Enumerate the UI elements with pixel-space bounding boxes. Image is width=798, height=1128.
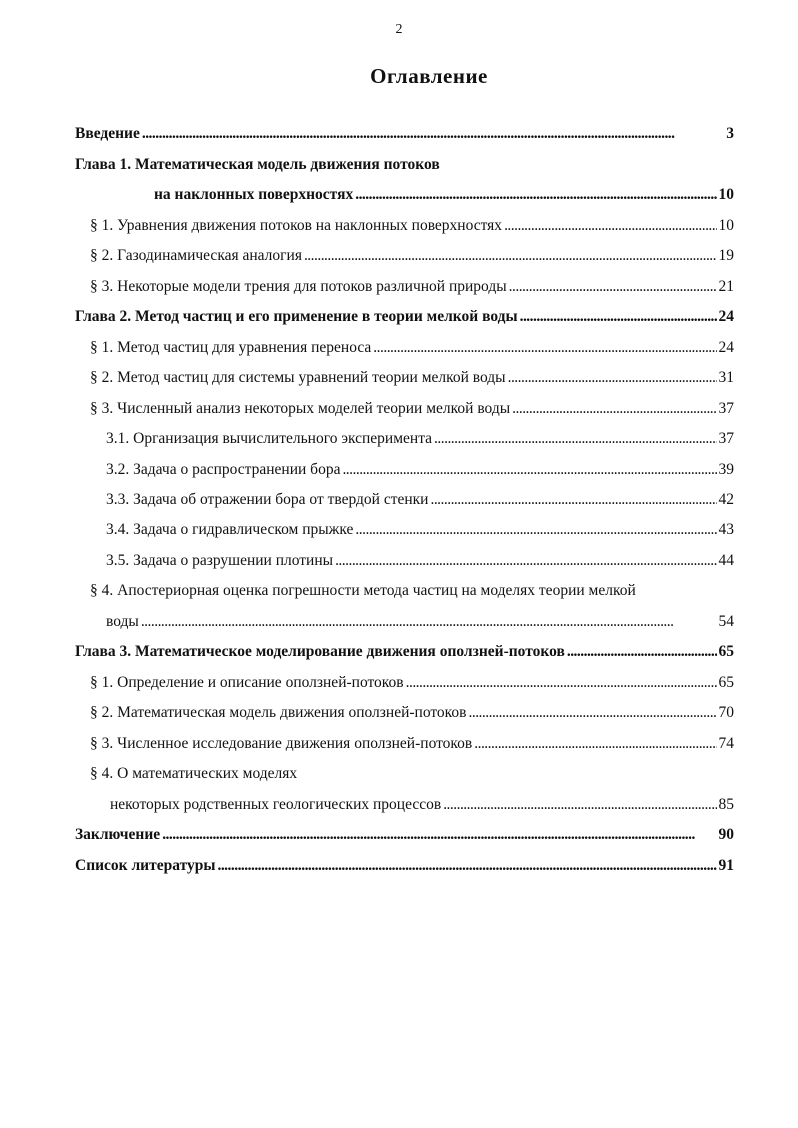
toc-leader-dots bbox=[141, 612, 717, 632]
toc-leader-dots bbox=[162, 825, 716, 845]
toc-entry-page: 24 bbox=[718, 308, 734, 325]
toc-entry-label: 3.3. Задача об отражении бора от твердой стенки bbox=[106, 491, 429, 508]
toc-leader-dots bbox=[504, 216, 716, 236]
toc-entry-label: Глава 2. Метод частиц и его применение в теории мелкой воды bbox=[75, 308, 518, 325]
toc-entry-page: 37 bbox=[718, 430, 734, 447]
toc-entry-page: 43 bbox=[718, 521, 734, 538]
toc-leader-dots bbox=[142, 124, 724, 144]
toc-entry-page: 37 bbox=[718, 400, 734, 417]
toc-entry-page: 65 bbox=[718, 643, 734, 660]
toc-entry-label: § 1. Уравнения движения потоков на наклонных поверхностях bbox=[90, 217, 503, 234]
toc-entry-page: 54 bbox=[718, 613, 734, 630]
toc-leader-dots bbox=[430, 490, 716, 510]
toc-entry-ch1-s1[interactable] bbox=[90, 216, 734, 236]
toc-entry-page: 74 bbox=[718, 735, 734, 752]
toc-leader-dots bbox=[342, 460, 716, 480]
toc-entry-ch3-s2[interactable] bbox=[90, 703, 734, 723]
toc-entry-chapter-1[interactable]: Глава 1. Математическая модель движения потоков bbox=[75, 156, 440, 173]
toc-entry-label: 3.2. Задача о распространении бора bbox=[106, 461, 341, 478]
toc-entry-label: на наклонных поверхностях bbox=[154, 186, 354, 203]
toc-entry-label: Введение bbox=[75, 125, 140, 142]
toc-entry-label: Глава 3. Математическое моделирование движения оползней-потоков bbox=[75, 643, 565, 660]
toc-entry-label: воды bbox=[106, 613, 139, 630]
toc-entry-introduction[interactable] bbox=[75, 124, 734, 144]
toc-entry-page: 10 bbox=[718, 217, 734, 234]
toc-leader-dots bbox=[355, 520, 716, 540]
toc-entry-conclusion[interactable] bbox=[75, 825, 734, 845]
toc-entry-page: 91 bbox=[718, 857, 734, 874]
toc-entry-ch1-s3[interactable] bbox=[90, 277, 734, 297]
toc-entry-page: 10 bbox=[718, 186, 734, 203]
toc-entry-page: 19 bbox=[718, 247, 734, 264]
page-title: Оглавление bbox=[370, 64, 488, 88]
toc-entry-ch2-s2[interactable] bbox=[90, 368, 734, 388]
toc-entry-label: 3.5. Задача о разрушении плотины bbox=[106, 552, 334, 569]
toc-entry-label: Список литературы bbox=[75, 857, 216, 874]
toc-entry-ch2-s1[interactable] bbox=[90, 338, 734, 358]
toc-entry-label: Заключение bbox=[75, 826, 161, 843]
toc-entry-page: 70 bbox=[718, 704, 734, 721]
toc-entry-page: 90 bbox=[718, 826, 734, 843]
toc-entry-page: 24 bbox=[718, 339, 734, 356]
toc-entry-page: 31 bbox=[718, 369, 734, 386]
toc-leader-dots bbox=[355, 185, 716, 205]
toc-entry-ch2-s4-cont[interactable] bbox=[106, 612, 734, 632]
toc-entry-page: 21 bbox=[718, 278, 734, 295]
toc-entry-label: 3.4. Задача о гидравлическом прыжке bbox=[106, 521, 354, 538]
toc-entry-ch2-s3-2[interactable] bbox=[106, 460, 734, 480]
toc-entry-page: 85 bbox=[718, 796, 734, 813]
toc-entry-page: 39 bbox=[718, 461, 734, 478]
toc-leader-dots bbox=[406, 673, 717, 693]
toc-entry-ch2-s3-4[interactable] bbox=[106, 520, 734, 540]
toc-leader-dots bbox=[508, 368, 717, 388]
page-number: 2 bbox=[395, 22, 403, 37]
toc-leader-dots bbox=[520, 307, 717, 327]
toc-entry-ch2-s3[interactable] bbox=[90, 399, 734, 419]
toc-leader-dots bbox=[469, 703, 717, 723]
toc-entry-label: § 1. Метод частиц для уравнения переноса bbox=[90, 339, 372, 356]
toc-leader-dots bbox=[304, 246, 717, 266]
toc-entry-chapter-1-cont[interactable] bbox=[154, 185, 734, 205]
toc-leader-dots bbox=[567, 642, 717, 662]
toc-entry-label: § 2. Газодинамическая аналогия bbox=[90, 247, 302, 264]
toc-entry-ch2-s4[interactable]: § 4. Апостериорная оценка погрешности метода частиц на моделях теории мелкой bbox=[90, 582, 636, 599]
toc-entry-page: 44 bbox=[718, 552, 734, 569]
toc-entry-page: 3 bbox=[726, 125, 734, 142]
toc-entry-ch3-s3[interactable] bbox=[90, 734, 734, 754]
toc-entry-label: § 3. Численное исследование движения оползней-потоков bbox=[90, 735, 473, 752]
toc-leader-dots bbox=[509, 277, 717, 297]
toc-entry-label: § 3. Некоторые модели трения для потоков различной природы bbox=[90, 278, 507, 295]
toc-entry-label: § 2. Метод частиц для системы уравнений теории мелкой воды bbox=[90, 369, 506, 386]
toc-leader-dots bbox=[474, 734, 716, 754]
toc-entry-chapter-2[interactable] bbox=[75, 307, 734, 327]
toc-entry-ch1-s2[interactable] bbox=[90, 246, 734, 266]
toc-leader-dots bbox=[373, 338, 716, 358]
toc-entry-ch3-s4-cont[interactable] bbox=[110, 795, 734, 815]
toc-entry-chapter-3[interactable] bbox=[75, 642, 734, 662]
toc-leader-dots bbox=[217, 856, 716, 876]
toc-leader-dots bbox=[512, 399, 716, 419]
toc-entry-label: § 2. Математическая модель движения оползней-потоков bbox=[90, 704, 467, 721]
toc-entry-ch3-s4[interactable]: § 4. О математических моделях bbox=[90, 765, 298, 782]
toc-leader-dots bbox=[443, 795, 716, 815]
toc-entry-label: § 1. Определение и описание оползней-потоков bbox=[90, 674, 404, 691]
toc-entry-ch3-s1[interactable] bbox=[90, 673, 734, 693]
toc-entry-ch2-s3-3[interactable] bbox=[106, 490, 734, 510]
toc-entry-label: некоторых родственных геологических процессов bbox=[110, 796, 442, 813]
toc-leader-dots bbox=[335, 551, 716, 571]
toc-leader-dots bbox=[434, 429, 716, 449]
toc-entry-ch2-s3-5[interactable] bbox=[106, 551, 734, 571]
toc-entry-page: 65 bbox=[718, 674, 734, 691]
toc-entry-label: 3.1. Организация вычислительного эксперимента bbox=[106, 430, 433, 447]
toc-entry-ch2-s3-1[interactable] bbox=[106, 429, 734, 449]
toc-entry-page: 42 bbox=[718, 491, 734, 508]
toc-entry-label: § 3. Численный анализ некоторых моделей теории мелкой воды bbox=[90, 400, 511, 417]
toc-entry-references[interactable] bbox=[75, 856, 734, 876]
